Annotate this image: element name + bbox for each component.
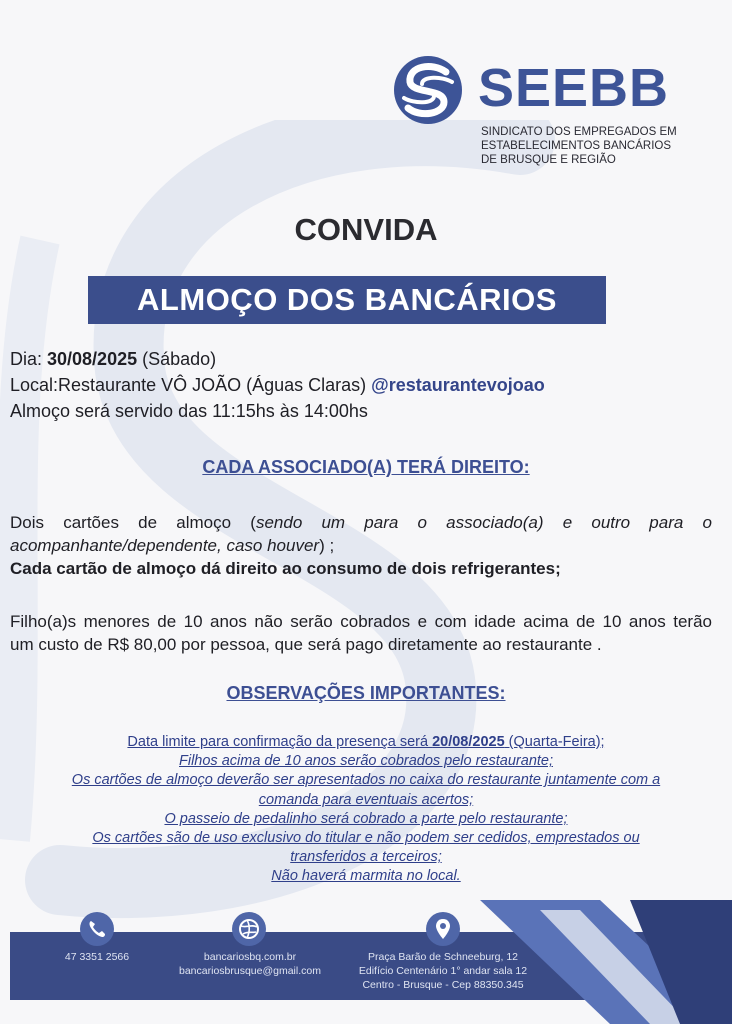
location-pin-icon	[426, 912, 460, 946]
seebb-logo-icon	[392, 54, 464, 126]
observation-item: Não haverá marmita no local.	[271, 868, 461, 885]
observation-item: transferidos a terceiros;	[290, 849, 442, 866]
event-info	[10, 346, 545, 424]
observation-item: Os cartões de almoço deverão ser apresentados no caixa do restaurante juntamente com a	[71, 772, 661, 789]
event-banner: ALMOÇO DOS BANCÁRIOS	[88, 276, 606, 324]
invite-heading: CONVIDA	[294, 212, 438, 247]
observation-item: Filhos acima de 10 anos serão cobrados pelo restaurante;	[179, 753, 553, 770]
brand-subtitle-line: DE BRUSQUE E REGIÃO	[481, 154, 616, 166]
rights-paragraph	[10, 511, 712, 580]
footer-website[interactable]: bancariosbq.com.br	[203, 951, 297, 963]
event-time: Almoço será servido das 11:15hs às 14:00hs	[10, 401, 368, 421]
footer-address-line: Edifício Centenário 1° andar sala 12	[358, 965, 528, 977]
footer-phone[interactable]: 47 3351 2566	[64, 951, 130, 963]
children-line: Filho(a)s menores de 10 anos não serão cobrados e com idade acima de 10 anos terão	[10, 612, 712, 631]
children-line: um custo de R$ 80,00 por pessoa, que será pago diretamente ao restaurante .	[10, 635, 602, 654]
footer-address-line: Centro - Brusque - Cep 88350.345	[362, 979, 524, 991]
observation-item: O passeio de pedalinho será cobrado a parte pelo restaurante;	[164, 810, 568, 827]
footer-address	[348, 950, 538, 992]
rights-line-bold: Cada cartão de almoço dá direito ao consumo de dois refrigerantes;	[10, 559, 561, 578]
brand-subtitle-line: SINDICATO DOS EMPREGADOS EM	[481, 126, 677, 138]
rights-line: Dois cartões de almoço (sendo um para o associado(a) e outro para o	[10, 513, 712, 532]
observations-list	[40, 733, 692, 887]
phone-icon	[80, 912, 114, 946]
event-location: Local:Restaurante VÔ JOÃO (Águas Claras) @restaurantevojoao	[10, 375, 545, 395]
observation-deadline: Data limite para confirmação da presença será 20/08/2025 (Quarta-Feira);	[127, 734, 605, 750]
event-date: Dia: 30/08/2025 (Sábado)	[10, 349, 217, 369]
globe-icon	[232, 912, 266, 946]
footer-email[interactable]: bancariosbrusque@gmail.com	[179, 965, 321, 977]
rights-heading: CADA ASSOCIADO(A) TERÁ DIREITO:	[202, 457, 530, 477]
observation-item: Os cartões são de uso exclusivo do titular e não podem ser cedidos, emprestados ou	[92, 830, 640, 847]
footer-address-line: Praça Barão de Schneeburg, 12	[367, 951, 519, 963]
observations-heading: OBSERVAÇÕES IMPORTANTES:	[226, 683, 506, 703]
footer-contact	[160, 950, 340, 978]
brand-name: SEEBB	[478, 58, 670, 118]
brand-subtitle	[481, 125, 677, 167]
children-paragraph	[10, 610, 712, 656]
instagram-handle: @restaurantevojoao	[371, 375, 545, 395]
observation-item: comanda para eventuais acertos;	[258, 791, 474, 808]
brand-subtitle-line: ESTABELECIMENTOS BANCÁRIOS	[481, 140, 672, 152]
rights-line: acompanhante/dependente, caso houver) ;	[10, 536, 335, 555]
